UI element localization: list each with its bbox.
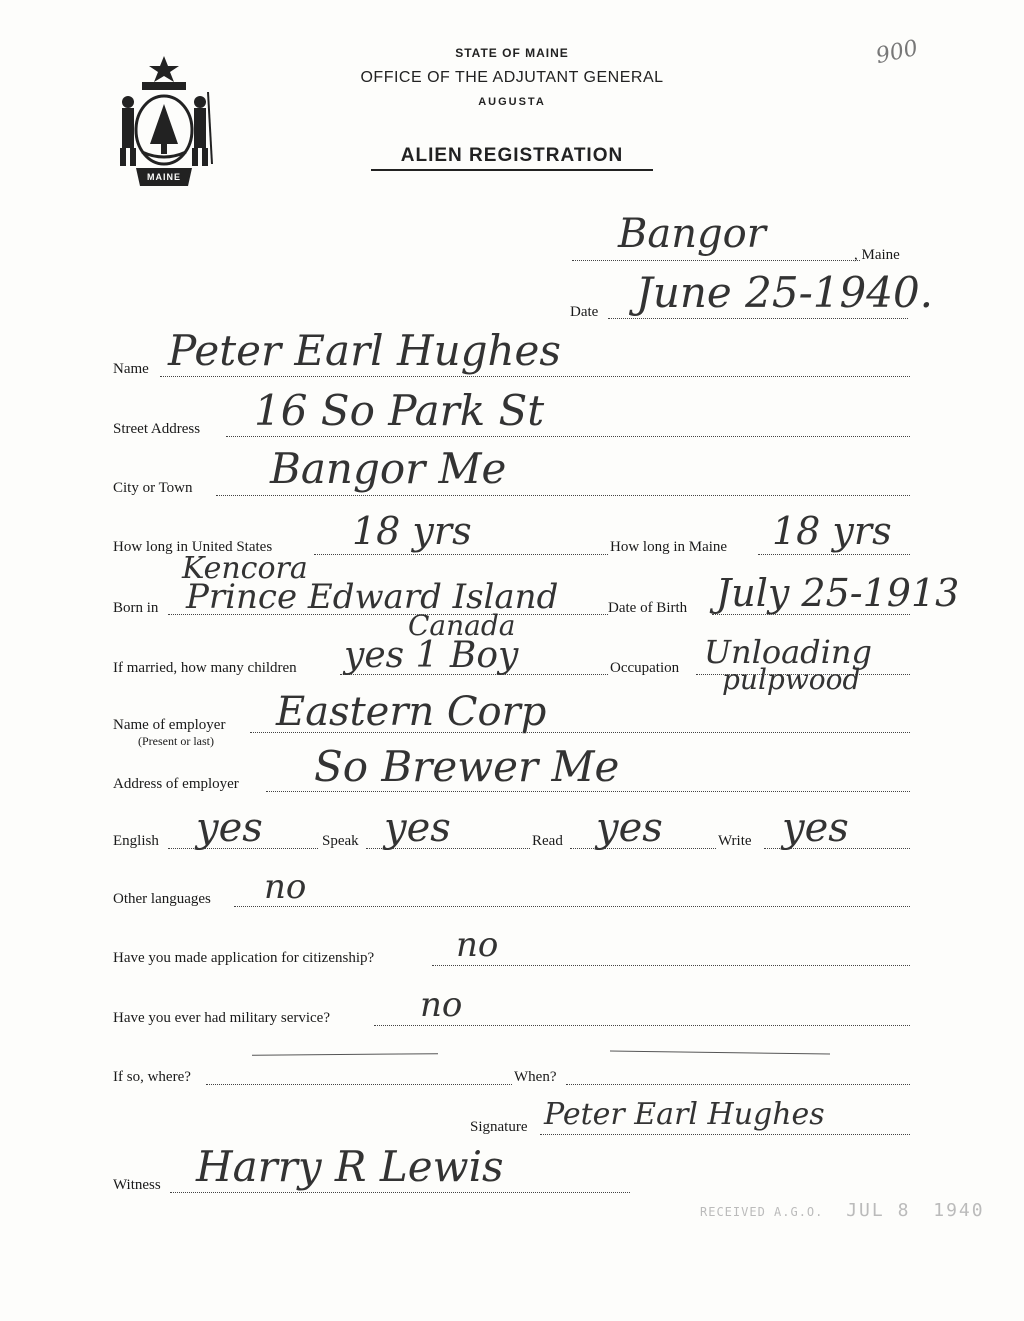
born-in-value: Prince Edward Island xyxy=(186,577,559,617)
stamp-year: 1940 xyxy=(933,1200,985,1221)
stamp-prefix: RECEIVED A.G.O. xyxy=(700,1205,824,1219)
read-value: yes xyxy=(596,805,663,851)
other-languages-value: no xyxy=(264,867,307,907)
town-value: Bangor xyxy=(618,211,766,257)
corner-note: 900 xyxy=(873,35,921,70)
employer-value: Eastern Corp xyxy=(276,689,547,735)
when-label: When? xyxy=(514,1069,557,1085)
header-state: STATE OF MAINE xyxy=(455,46,569,60)
employer-address-value: So Brewer Me xyxy=(314,742,620,791)
born-in-line1: Kencora xyxy=(182,551,308,586)
name-value: Peter Earl Hughes xyxy=(168,326,561,375)
header-office: OFFICE OF THE ADJUTANT GENERAL xyxy=(360,69,664,86)
write-label: Write xyxy=(718,833,752,849)
seal-text: MAINE xyxy=(147,172,181,182)
speak-value: yes xyxy=(384,805,451,851)
date-value: June 25-1940. xyxy=(636,268,934,317)
employer-address-label: Address of employer xyxy=(113,776,239,792)
name-label: Name xyxy=(113,361,149,377)
born-in-label: Born in xyxy=(113,600,159,616)
english-value: yes xyxy=(196,805,263,851)
children-label: If married, how many children xyxy=(113,660,297,676)
write-value: yes xyxy=(782,805,849,851)
where-label: If so, where? xyxy=(113,1069,191,1085)
read-label: Read xyxy=(532,833,563,849)
dob-label: Date of Birth xyxy=(608,600,688,616)
received-stamp xyxy=(700,1200,985,1221)
employer-note: (Present or last) xyxy=(138,734,214,748)
how-long-me-value: 18 yrs xyxy=(772,509,892,553)
occupation-line2: pulpwood xyxy=(722,663,861,696)
born-in-line3: Canada xyxy=(408,609,516,642)
military-label: Have you ever had military service? xyxy=(113,1010,330,1026)
date-label: Date xyxy=(570,304,599,320)
header-city: AUGUSTA xyxy=(478,96,546,108)
military-value: no xyxy=(420,985,463,1025)
maine-label: , Maine xyxy=(854,247,900,263)
citizenship-label: Have you made application for citizenship? xyxy=(113,950,375,966)
where-dash xyxy=(252,1053,438,1056)
maine-seal-icon xyxy=(108,52,220,194)
when-dash xyxy=(610,1050,830,1054)
other-languages-label: Other languages xyxy=(113,891,211,907)
how-long-me-label: How long in Maine xyxy=(610,539,728,555)
witness-label: Witness xyxy=(113,1177,161,1193)
speak-label: Speak xyxy=(322,833,359,849)
citizenship-value: no xyxy=(456,925,499,965)
city-label: City or Town xyxy=(113,480,193,496)
street-value: 16 So Park St xyxy=(254,386,545,435)
children-value: yes 1 Boy xyxy=(344,635,519,676)
signature-label: Signature xyxy=(470,1119,528,1135)
form-title: ALIEN REGISTRATION xyxy=(400,145,624,166)
how-long-us-label: How long in United States xyxy=(113,539,273,555)
signature-value: Peter Earl Hughes xyxy=(544,1097,825,1132)
english-label: English xyxy=(113,833,159,849)
how-long-us-value: 18 yrs xyxy=(352,509,472,553)
employer-label: Name of employer xyxy=(113,717,226,733)
title-underline xyxy=(371,169,653,171)
dob-value: July 25-1913 xyxy=(716,571,960,615)
city-value: Bangor Me xyxy=(270,444,507,493)
occupation-label: Occupation xyxy=(610,660,680,676)
street-label: Street Address xyxy=(113,421,201,437)
occupation-value: Unloading xyxy=(704,633,872,671)
stamp-date: JUL 8 xyxy=(846,1200,911,1221)
witness-value: Harry R Lewis xyxy=(196,1142,504,1191)
